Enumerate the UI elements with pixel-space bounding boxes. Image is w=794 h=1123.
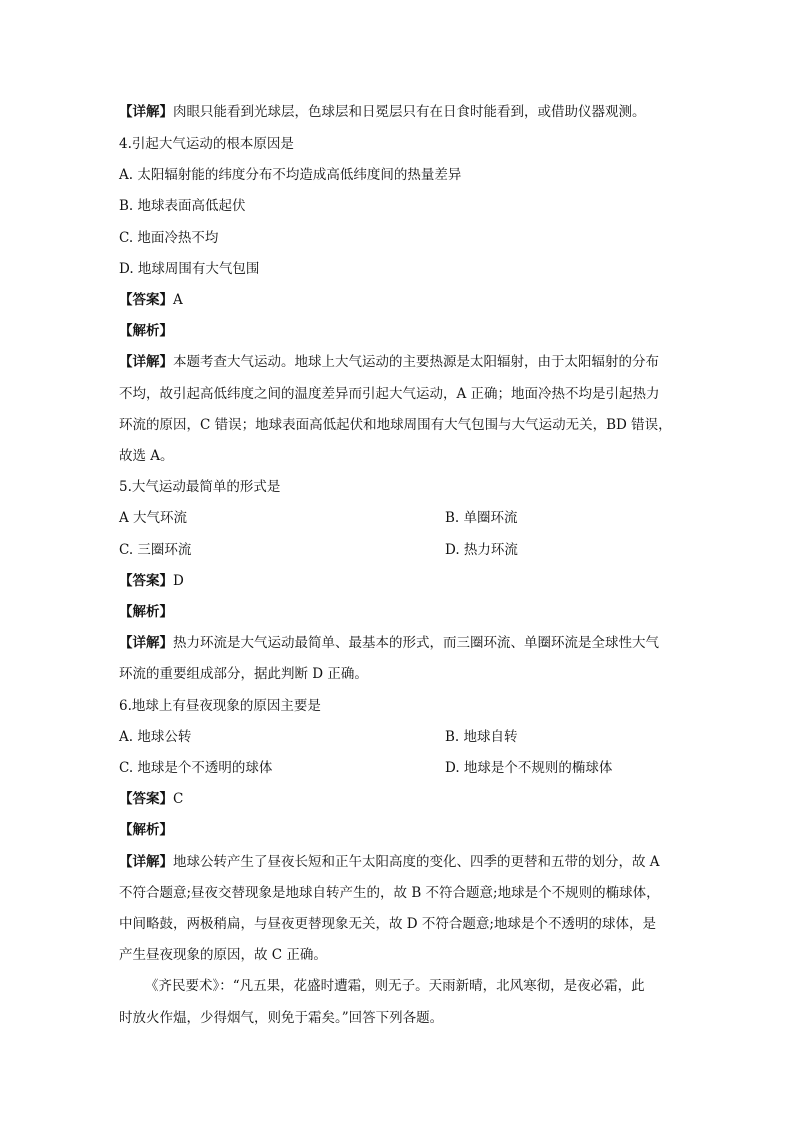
q4-stem: 4.引起大气运动的根本原因是 bbox=[119, 136, 294, 152]
intro-detail bbox=[119, 102, 679, 122]
q6-option-b: B. 地球自转 bbox=[445, 729, 518, 745]
q5-option-a: A 大气环流 bbox=[119, 510, 188, 526]
q4-detail-line-2: 不均，故引起高低纬度之间的温度差异而引起大气运动，A 正确；地面冷热不均是引起热力 bbox=[119, 386, 660, 402]
detail-text: 地球公转产生了昼夜长短和正午太阳高度的变化、四季的更替和五带的划分，故 A bbox=[173, 854, 660, 870]
q6-detail-line-3: 中间略鼓，两极稍扁，与昼夜更替现象无关，故 D 不符合题意;地球是个不透明的球体，是 bbox=[119, 916, 656, 932]
q6-detail-line-4: 产生昼夜现象的原因，故 C 正确。 bbox=[119, 947, 327, 963]
q5-option-d: D. 热力环流 bbox=[445, 542, 518, 558]
answer-value: D bbox=[173, 573, 184, 589]
answer-tag: 【答案】 bbox=[119, 573, 173, 589]
answer-value: C bbox=[173, 791, 184, 807]
q5-analysis-tag: 【解析】 bbox=[119, 604, 173, 620]
passage-line-2: 时放火作煴，少得烟气，则免于霜矣。”回答下列各题。 bbox=[119, 1010, 444, 1026]
q6-detail-line-1 bbox=[119, 852, 679, 872]
q5-answer bbox=[119, 571, 679, 591]
detail-tag: 【详解】 bbox=[119, 354, 173, 370]
q6-analysis-tag: 【解析】 bbox=[119, 822, 173, 838]
answer-tag: 【答案】 bbox=[119, 292, 173, 308]
answer-value: A bbox=[173, 292, 183, 308]
detail-tag: 【详解】 bbox=[119, 854, 173, 870]
detail-text: 热力环流是大气运动最简单、最基本的形式，而三圈环流、单圈环流是全球性大气 bbox=[173, 635, 659, 651]
q4-analysis-tag: 【解析】 bbox=[119, 323, 173, 339]
detail-text: 本题考查大气运动。地球上大气运动的主要热源是太阳辐射，由于太阳辐射的分布 bbox=[173, 354, 659, 370]
q5-detail-line-2: 环流的重要组成部分，据此判断 D 正确。 bbox=[119, 666, 368, 682]
q4-detail-line-4: 故选 A。 bbox=[119, 448, 174, 464]
q5-option-c: C. 三圈环流 bbox=[119, 542, 192, 558]
q4-option-b: B. 地球表面高低起伏 bbox=[119, 198, 246, 214]
q6-detail-line-2: 不符合题意;昼夜交替现象是地球自转产生的，故 B 不符合题意;地球是个不规则的椭球体， bbox=[119, 885, 660, 901]
q4-option-d: D. 地球周围有大气包围 bbox=[119, 261, 260, 277]
q5-detail-line-1 bbox=[119, 633, 679, 653]
q4-option-a: A. 太阳辐射能的纬度分布不均造成高低纬度间的热量差异 bbox=[119, 167, 462, 183]
q4-answer bbox=[119, 290, 679, 310]
q4-detail-line-3: 环流的原因，C 错误；地球表面高低起伏和地球周围有大气包围与大气运动无关，BD 错误， bbox=[119, 417, 672, 433]
q4-detail-line-1 bbox=[119, 352, 679, 372]
q6-option-a: A. 地球公转 bbox=[119, 729, 192, 745]
detail-tag: 【详解】 bbox=[119, 635, 173, 651]
q6-option-d: D. 地球是个不规则的椭球体 bbox=[445, 760, 613, 776]
q6-answer bbox=[119, 789, 679, 809]
passage-line-1: 《齐民要术》：“凡五果，花盛时遭霜，则无子。天雨新晴，北风寒彻，是夜必霜，此 bbox=[145, 978, 645, 994]
q6-option-c: C. 地球是个不透明的球体 bbox=[119, 760, 273, 776]
detail-tag: 【详解】 bbox=[119, 104, 173, 120]
q5-stem: 5.大气运动最简单的形式是 bbox=[119, 479, 281, 495]
q6-stem: 6.地球上有昼夜现象的原因主要是 bbox=[119, 698, 321, 714]
q4-option-c: C. 地面冷热不均 bbox=[119, 230, 219, 246]
answer-tag: 【答案】 bbox=[119, 791, 173, 807]
q5-option-b: B. 单圈环流 bbox=[445, 510, 518, 526]
detail-text: 肉眼只能看到光球层，色球层和日冕层只有在日食时能看到，或借助仪器观测。 bbox=[173, 104, 646, 120]
